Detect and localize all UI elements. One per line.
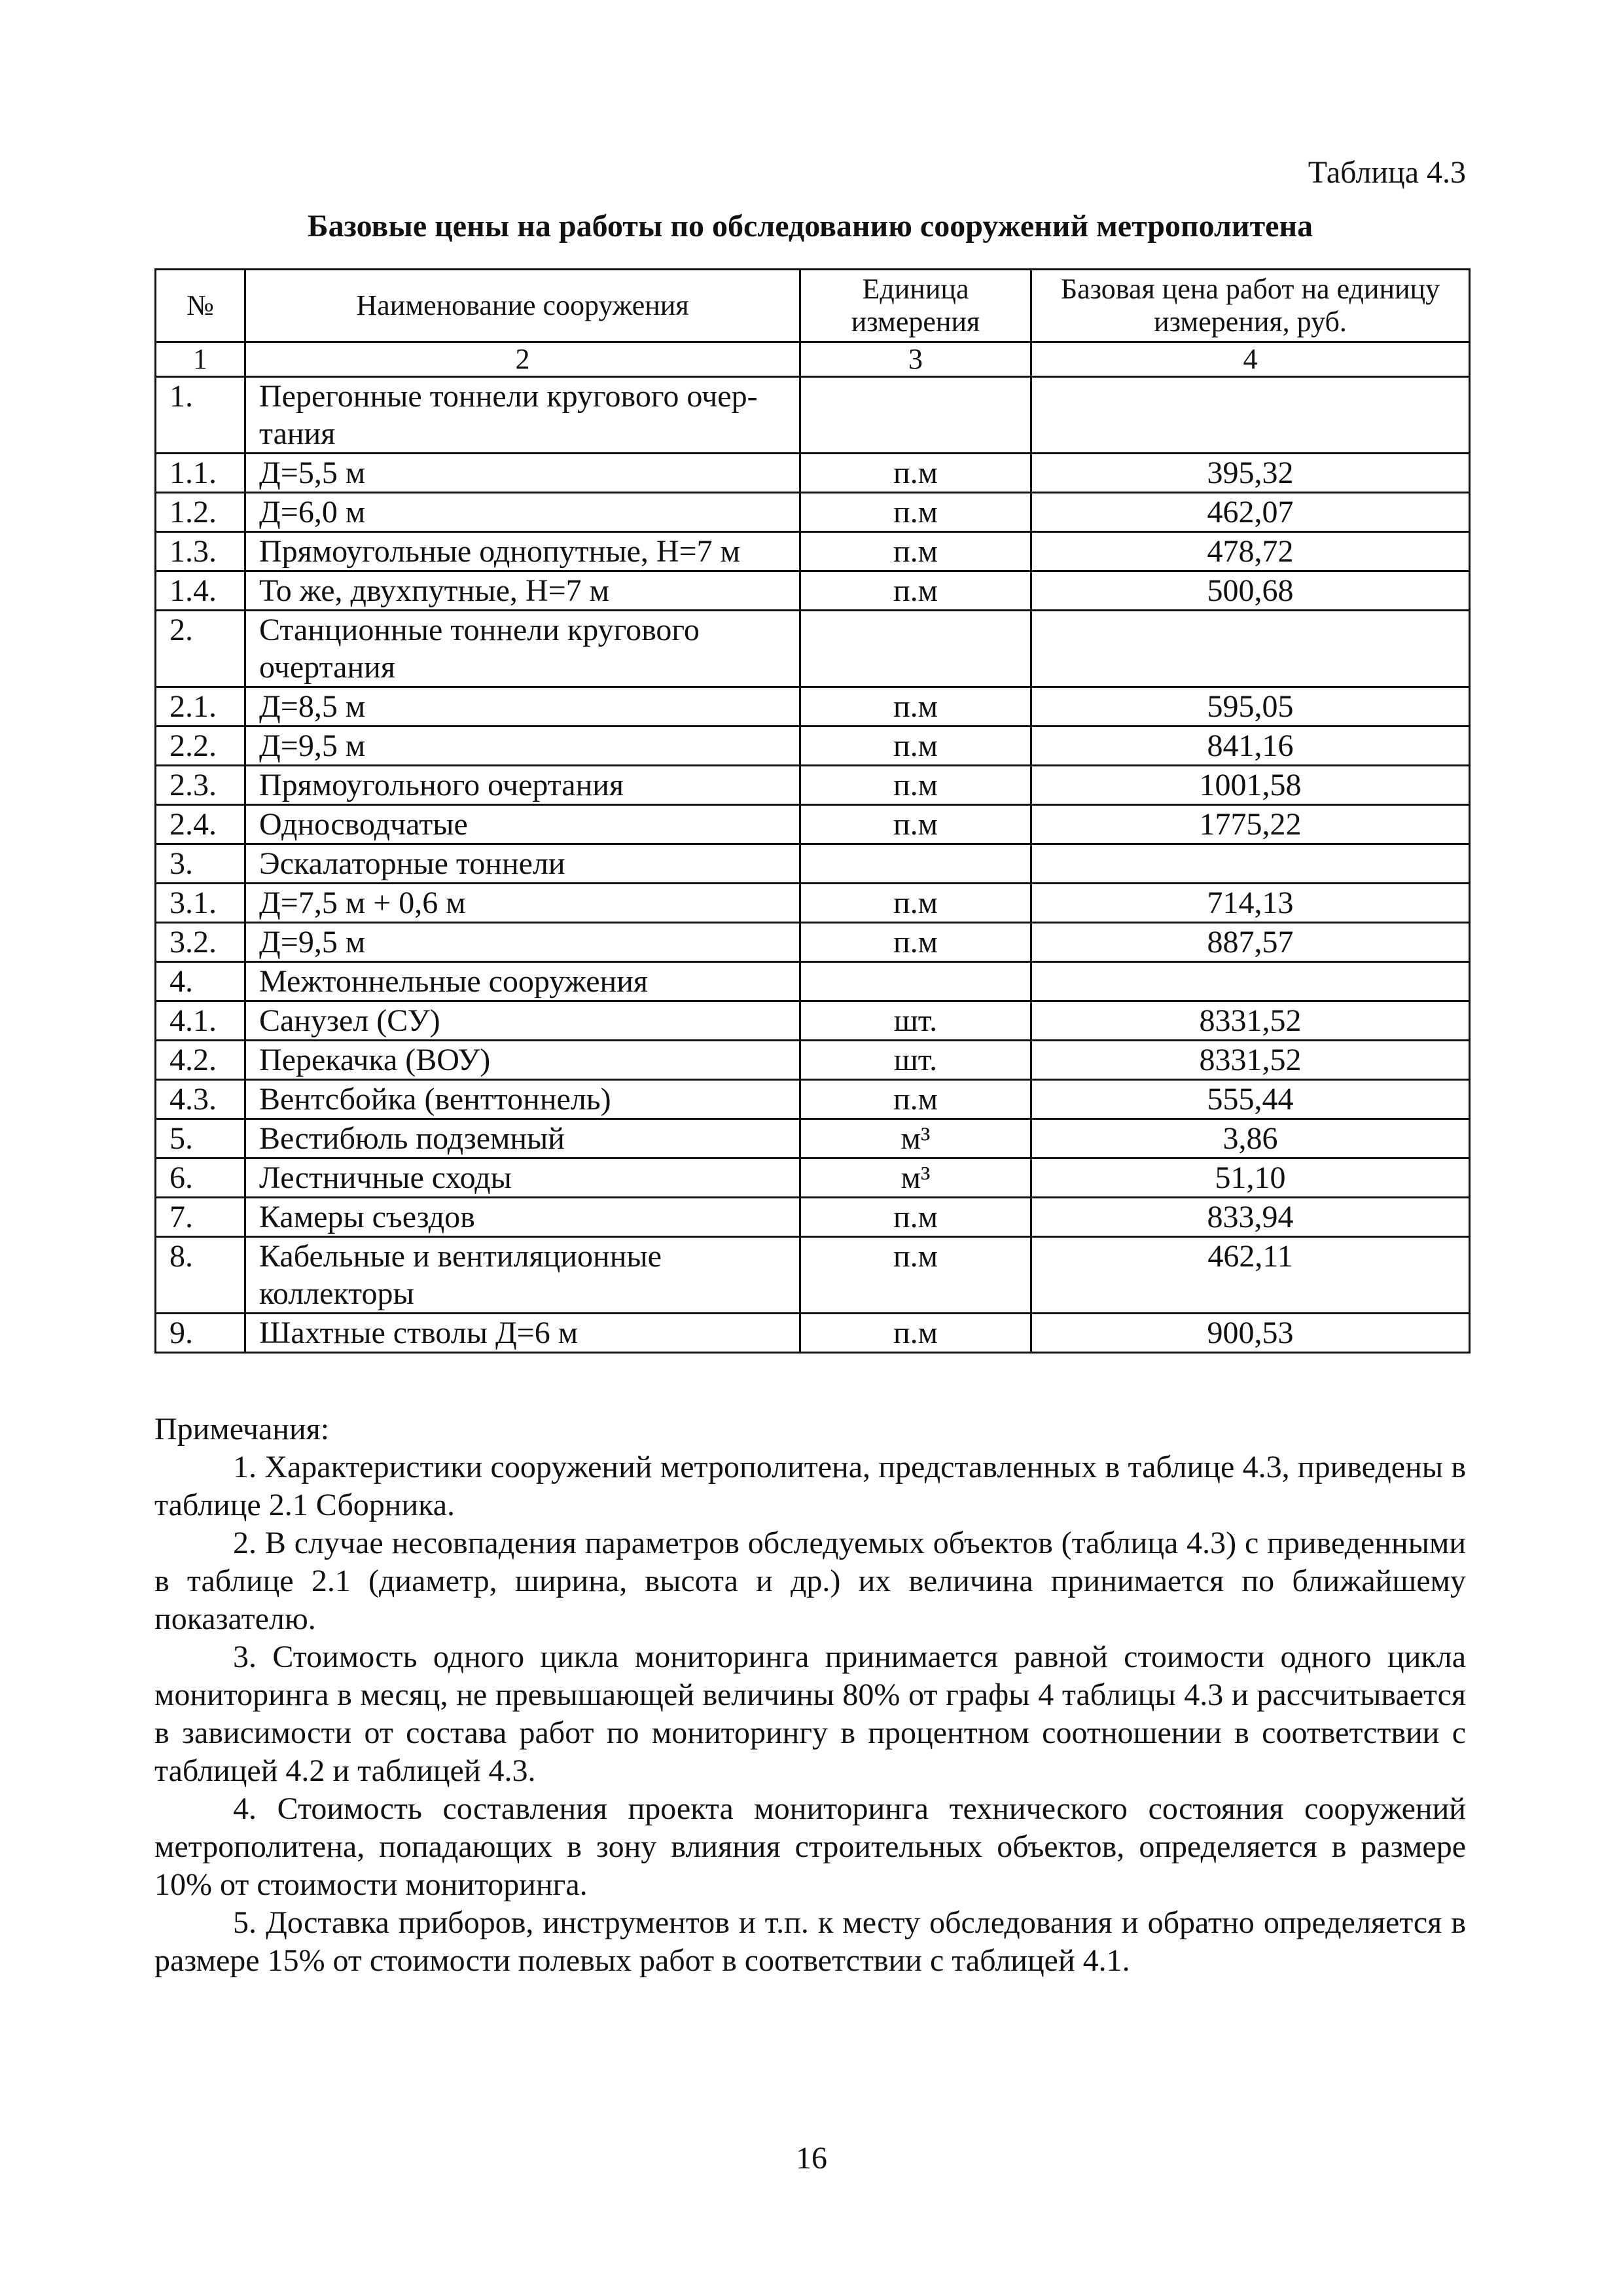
structure-name: Д=6,0 м: [245, 493, 800, 532]
row-number: 4.: [156, 962, 245, 1001]
unit-of-measure: шт.: [800, 1001, 1031, 1041]
base-price: [1031, 377, 1470, 454]
note-item: 1. Характеристики сооружений метрополитена, представленных в таблице 4.3, приведены в таблице 2.1 Сборника.: [154, 1450, 1466, 1522]
table-row: [156, 687, 1470, 726]
row-number: 4.3.: [156, 1080, 245, 1119]
structure-name: Межтоннельные сооружения: [245, 962, 800, 1001]
table-row: [156, 1001, 1470, 1041]
row-number: 2.: [156, 611, 245, 687]
structure-name: Станционные тоннели кругового очертания: [245, 611, 800, 687]
base-price: 462,11: [1031, 1237, 1470, 1314]
unit-of-measure: п.м: [800, 805, 1031, 844]
structure-name: Д=8,5 м: [245, 687, 800, 726]
unit-of-measure: п.м: [800, 1198, 1031, 1237]
structure-name: Односводчатые: [245, 805, 800, 844]
base-price: 478,72: [1031, 532, 1470, 571]
notes-heading: Примечания:: [154, 1412, 330, 1446]
table-title: Базовые цены на работы по обследованию сооружений метрополитена: [307, 209, 1313, 243]
base-price: 462,07: [1031, 493, 1470, 532]
row-number: 2.3.: [156, 766, 245, 805]
row-number: 1.: [156, 377, 245, 454]
base-price: [1031, 962, 1470, 1001]
base-price: 1775,22: [1031, 805, 1470, 844]
note-item: 4. Стоимость составления проекта мониторинга технического состояния сооружений метрополитена, попадающих в зону влияния строительных объектов, определяется в размере 10% от стоимости мониторинга.: [154, 1791, 1466, 1902]
row-number: 8.: [156, 1237, 245, 1314]
structure-name: Эскалаторные тоннели: [245, 844, 800, 884]
unit-of-measure: [800, 377, 1031, 454]
table-row: [156, 766, 1470, 805]
row-number: 2.2.: [156, 726, 245, 766]
unit-of-measure: [800, 962, 1031, 1001]
row-number: 6.: [156, 1158, 245, 1198]
note-item: 2. В случае несовпадения параметров обследуемых объектов (таблица 4.3) с приведенными в таблице 2.1 (диаметр, ширина, высота и др.) их величина принимается по ближайшему показателю.: [154, 1526, 1466, 1636]
base-price: 900,53: [1031, 1314, 1470, 1353]
table-row: [156, 1198, 1470, 1237]
note-item: 5. Доставка приборов, инструментов и т.п. к месту обследования и обратно определяется в размере 15% от стоимости полевых работ в соответствии с таблицей 4.1.: [154, 1905, 1466, 1978]
table-row: [156, 493, 1470, 532]
row-number: 1.4.: [156, 571, 245, 611]
unit-of-measure: м³: [800, 1158, 1031, 1198]
header-unit: Единица измерения: [800, 270, 1031, 342]
base-price: 841,16: [1031, 726, 1470, 766]
unit-of-measure: п.м: [800, 923, 1031, 962]
table-label: Таблица 4.3: [1308, 155, 1466, 190]
table-row: [156, 962, 1470, 1001]
column-number: 1: [156, 342, 245, 377]
table-row: [156, 805, 1470, 844]
base-price: 555,44: [1031, 1080, 1470, 1119]
unit-of-measure: [800, 611, 1031, 687]
table-row: [156, 1119, 1470, 1158]
base-price: 887,57: [1031, 923, 1470, 962]
table-row: [156, 1237, 1470, 1314]
table-row: [156, 726, 1470, 766]
row-number: 2.1.: [156, 687, 245, 726]
structure-name: Д=9,5 м: [245, 726, 800, 766]
table-row: [156, 1080, 1470, 1119]
unit-of-measure: п.м: [800, 1237, 1031, 1314]
unit-of-measure: п.м: [800, 571, 1031, 611]
header-price: Базовая цена работ на единицу измерения, руб.: [1031, 270, 1470, 342]
base-price: 1001,58: [1031, 766, 1470, 805]
row-number: 3.1.: [156, 884, 245, 923]
base-price: 833,94: [1031, 1198, 1470, 1237]
row-number: 9.: [156, 1314, 245, 1353]
table-row: [156, 1158, 1470, 1198]
structure-name: Прямоугольные однопутные, Н=7 м: [245, 532, 800, 571]
column-number: 3: [800, 342, 1031, 377]
row-number: 4.1.: [156, 1001, 245, 1041]
structure-name: Д=5,5 м: [245, 454, 800, 493]
unit-of-measure: п.м: [800, 1314, 1031, 1353]
unit-of-measure: п.м: [800, 1080, 1031, 1119]
unit-of-measure: п.м: [800, 532, 1031, 571]
unit-of-measure: шт.: [800, 1041, 1031, 1080]
structure-name: Санузел (СУ): [245, 1001, 800, 1041]
row-number: 4.2.: [156, 1041, 245, 1080]
table-row: [156, 844, 1470, 884]
notes-list: [154, 1448, 1466, 1980]
structure-name: Лестничные сходы: [245, 1158, 800, 1198]
unit-of-measure: м³: [800, 1119, 1031, 1158]
header-name: Наименование сооружения: [245, 270, 800, 342]
unit-of-measure: п.м: [800, 687, 1031, 726]
table-row: [156, 377, 1470, 454]
structure-name: Шахтные стволы Д=6 м: [245, 1314, 800, 1353]
structure-name: Кабельные и вентиляционные коллекторы: [245, 1237, 800, 1314]
note-item: 3. Стоимость одного цикла мониторинга принимается равной стоимости одного цикла мониторинга в месяц, не превышающей величины 80% от графы 4 таблицы 4.3 и рассчитывается в зависимости от состава работ по мониторингу в процентном соотношении в соответствии с таблицей 4.2 и таблицей 4.3.: [154, 1640, 1466, 1788]
row-number: 2.4.: [156, 805, 245, 844]
price-table: [154, 268, 1471, 1354]
unit-of-measure: п.м: [800, 884, 1031, 923]
base-price: 51,10: [1031, 1158, 1470, 1198]
structure-name: Перекачка (ВОУ): [245, 1041, 800, 1080]
table-row: [156, 611, 1470, 687]
structure-name: То же, двухпутные, Н=7 м: [245, 571, 800, 611]
column-number: 2: [245, 342, 800, 377]
structure-name: Вентсбойка (венттоннель): [245, 1080, 800, 1119]
structure-name: Д=7,5 м + 0,6 м: [245, 884, 800, 923]
row-number: 1.1.: [156, 454, 245, 493]
row-number: 7.: [156, 1198, 245, 1237]
unit-of-measure: п.м: [800, 454, 1031, 493]
base-price: [1031, 611, 1470, 687]
table-row: [156, 1041, 1470, 1080]
row-number: 1.3.: [156, 532, 245, 571]
structure-name: Перегонные тоннели кругового очер-тания: [245, 377, 800, 454]
row-number: 3.2.: [156, 923, 245, 962]
unit-of-measure: [800, 844, 1031, 884]
unit-of-measure: п.м: [800, 726, 1031, 766]
header-row: [156, 270, 1470, 342]
column-number: 4: [1031, 342, 1470, 377]
row-number: 5.: [156, 1119, 245, 1158]
column-number-row: [156, 342, 1470, 377]
table-row: [156, 1314, 1470, 1353]
base-price: 8331,52: [1031, 1041, 1470, 1080]
base-price: 595,05: [1031, 687, 1470, 726]
table-row: [156, 923, 1470, 962]
table-row: [156, 884, 1470, 923]
notes-section: [154, 1410, 1466, 1980]
unit-of-measure: п.м: [800, 493, 1031, 532]
header-num: №: [156, 270, 245, 342]
row-number: 1.2.: [156, 493, 245, 532]
structure-name: Камеры съездов: [245, 1198, 800, 1237]
structure-name: Прямоугольного очертания: [245, 766, 800, 805]
table-row: [156, 532, 1470, 571]
table-row: [156, 454, 1470, 493]
base-price: [1031, 844, 1470, 884]
base-price: 395,32: [1031, 454, 1470, 493]
unit-of-measure: п.м: [800, 766, 1031, 805]
base-price: 500,68: [1031, 571, 1470, 611]
structure-name: Вестибюль подземный: [245, 1119, 800, 1158]
base-price: 8331,52: [1031, 1001, 1470, 1041]
base-price: 3,86: [1031, 1119, 1470, 1158]
page-number: 16: [796, 2141, 827, 2176]
structure-name: Д=9,5 м: [245, 923, 800, 962]
base-price: 714,13: [1031, 884, 1470, 923]
table-row: [156, 571, 1470, 611]
row-number: 3.: [156, 844, 245, 884]
